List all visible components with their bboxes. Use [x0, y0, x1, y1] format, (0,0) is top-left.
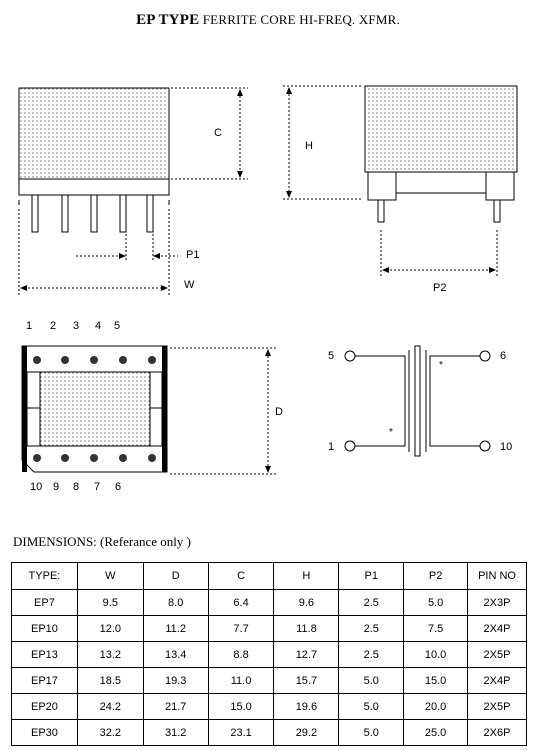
- header-cell: D: [143, 563, 208, 590]
- table-cell: 13.2: [77, 642, 143, 668]
- table-row: [12, 616, 527, 642]
- pin-label-8: 8: [73, 481, 80, 493]
- table-cell: 8.8: [208, 642, 274, 668]
- polarity-dot-primary: *: [389, 427, 393, 438]
- table-cell: 8.0: [143, 590, 208, 616]
- table-cell: 25.0: [404, 720, 468, 746]
- header-cell: C: [208, 563, 274, 590]
- pin-label-9: 9: [53, 481, 60, 493]
- pin-label-5: 5: [114, 320, 121, 332]
- table-cell: 24.2: [77, 694, 143, 720]
- table-cell: 18.5: [77, 668, 143, 694]
- label-w: W: [184, 279, 195, 291]
- table-cell: 11.2: [143, 616, 208, 642]
- table-cell: 12.0: [77, 616, 143, 642]
- table-cell: 15.0: [208, 694, 274, 720]
- table-row: [12, 694, 527, 720]
- bottom-view: [22, 346, 276, 474]
- table-cell: 9.5: [77, 590, 143, 616]
- table-cell: 2X4P: [468, 668, 527, 694]
- table-cell: EP17: [12, 668, 78, 694]
- dimensions-table: [11, 562, 527, 746]
- pin-label-10: 10: [30, 481, 43, 493]
- table-cell: 20.0: [404, 694, 468, 720]
- table-cell: 5.0: [339, 720, 404, 746]
- schematic-pin-10: 10: [500, 441, 513, 453]
- title-rest: FERRITE CORE HI-FREQ. XFMR.: [202, 12, 400, 27]
- table-cell: 29.2: [274, 720, 339, 746]
- header-cell: P1: [339, 563, 404, 590]
- table-cell: 2.5: [339, 642, 404, 668]
- schematic-pin-5: 5: [328, 350, 335, 362]
- table-header-row: [12, 563, 527, 590]
- table-cell: 6.4: [208, 590, 274, 616]
- table-cell: 13.4: [143, 642, 208, 668]
- table-row: [12, 668, 527, 694]
- table-cell: 19.6: [274, 694, 339, 720]
- schematic-pin-6: 6: [500, 350, 507, 362]
- label-h: H: [305, 140, 313, 152]
- table-cell: 7.5: [404, 616, 468, 642]
- table-cell: 2.5: [339, 616, 404, 642]
- header-cell: W: [77, 563, 143, 590]
- table-cell: 15.0: [404, 668, 468, 694]
- table-cell: EP10: [12, 616, 78, 642]
- table-cell: 21.7: [143, 694, 208, 720]
- pin-label-2: 2: [50, 320, 57, 332]
- header-cell: PIN NO: [468, 563, 527, 590]
- table-cell: 11.8: [274, 616, 339, 642]
- dimensions-heading: DIMENSIONS: (Referance only ): [13, 534, 191, 549]
- table-cell: EP13: [12, 642, 78, 668]
- table-cell: 10.0: [404, 642, 468, 668]
- table-cell: 2.5: [339, 590, 404, 616]
- table-cell: EP7: [12, 590, 78, 616]
- table-cell: 31.2: [143, 720, 208, 746]
- pin-label-1: 1: [26, 320, 33, 332]
- header-cell: P2: [404, 563, 468, 590]
- polarity-dot-secondary: *: [439, 360, 443, 371]
- title-bold: EP TYPE: [136, 12, 200, 28]
- pin-label-7: 7: [94, 481, 101, 493]
- label-p2: P2: [433, 282, 447, 294]
- table-cell: 5.0: [339, 668, 404, 694]
- table-cell: 12.7: [274, 642, 339, 668]
- table-cell: 7.7: [208, 616, 274, 642]
- table-cell: 2X3P: [468, 590, 527, 616]
- table-cell: 23.1: [208, 720, 274, 746]
- pin-label-6: 6: [115, 481, 122, 493]
- schematic-pin-1: 1: [328, 441, 335, 453]
- table-row: [12, 642, 527, 668]
- pin-label-4: 4: [95, 320, 102, 332]
- front-view: [19, 88, 248, 296]
- schematic: [345, 346, 490, 456]
- table-cell: 15.7: [274, 668, 339, 694]
- table-cell: 11.0: [208, 668, 274, 694]
- table-row: [12, 720, 527, 746]
- table-cell: 9.6: [274, 590, 339, 616]
- table-cell: 19.3: [143, 668, 208, 694]
- table-row: [12, 590, 527, 616]
- table-cell: 2X5P: [468, 694, 527, 720]
- table-cell: 2X6P: [468, 720, 527, 746]
- label-d: D: [275, 406, 283, 418]
- header-cell: TYPE:: [12, 563, 78, 590]
- table-cell: EP30: [12, 720, 78, 746]
- side-view: [283, 86, 517, 278]
- table-cell: 2X5P: [468, 642, 527, 668]
- table-cell: 5.0: [404, 590, 468, 616]
- table-cell: 32.2: [77, 720, 143, 746]
- pin-label-3: 3: [73, 320, 80, 332]
- label-c: C: [214, 127, 222, 139]
- label-p1: P1: [186, 249, 200, 261]
- header-cell: H: [274, 563, 339, 590]
- table-cell: 5.0: [339, 694, 404, 720]
- table-cell: EP20: [12, 694, 78, 720]
- table-cell: 2X4P: [468, 616, 527, 642]
